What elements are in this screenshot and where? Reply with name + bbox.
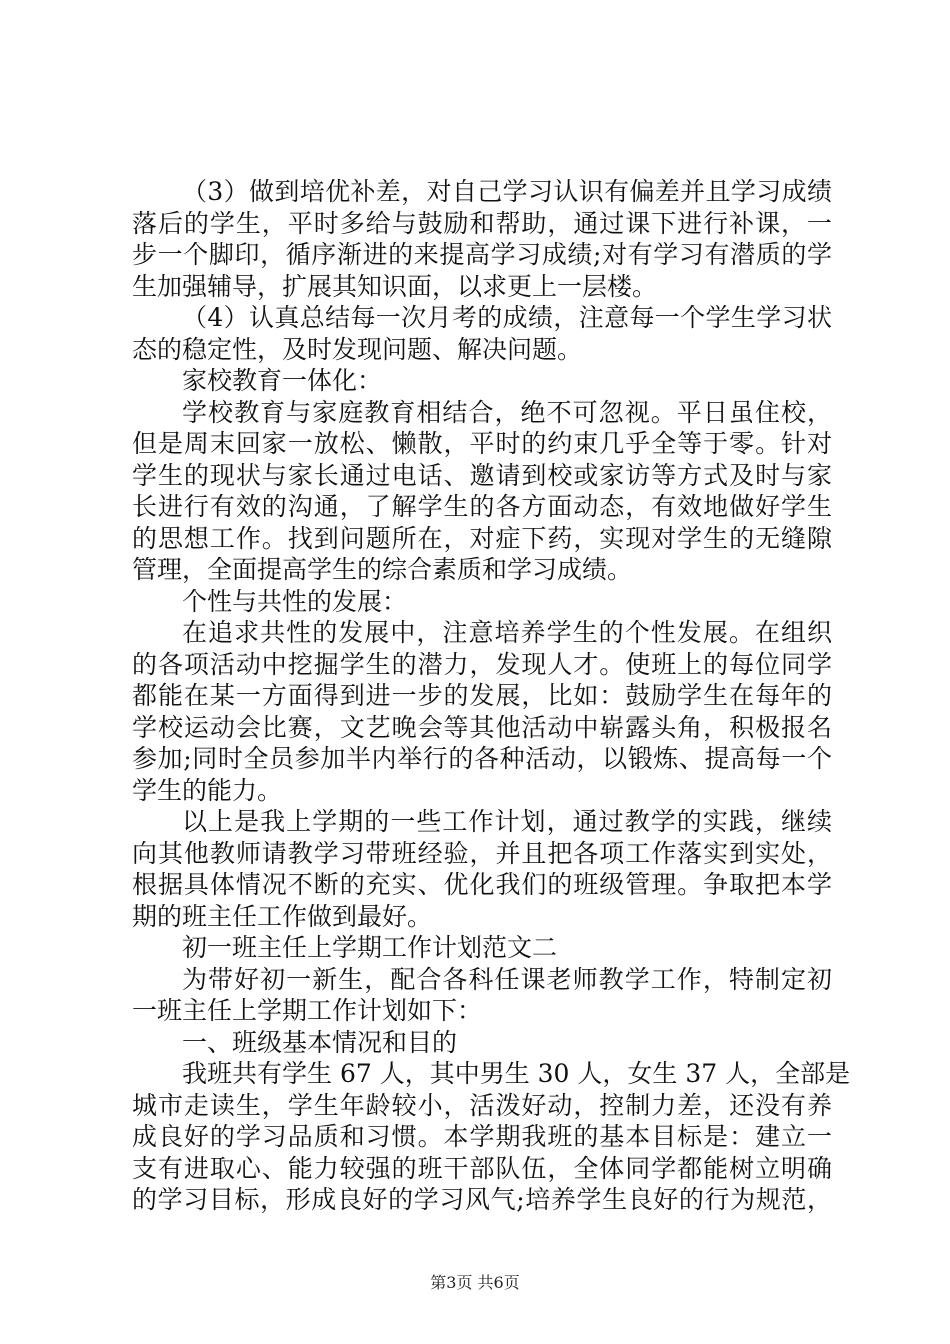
paragraph-line: 落后的学生，平时多给与鼓励和帮助，通过课下进行补课，一 xyxy=(132,208,832,238)
paragraph-line: 学校运动会比赛，文艺晚会等其他活动中崭露头角，积极报名 xyxy=(132,712,832,742)
paragraph-line: 在追求共性的发展中，注意培养学生的个性发展。在组织 xyxy=(182,618,832,647)
paragraph-line: 管理，全面提高学生的综合素质和学习成绩。 xyxy=(132,555,633,584)
paragraph-line: 步一个脚印，循序渐进的来提高学习成绩;对有学习有潜质的学 xyxy=(132,240,832,269)
paragraph-line: 期的班主任工作做到最好。 xyxy=(132,901,433,931)
paragraph-line: （4）认真总结每一次月考的成绩，注意每一个学生学习状 xyxy=(182,303,832,332)
paragraph-line: 一班主任上学期工作计划如下： xyxy=(132,996,483,1025)
paragraph-line: 向其他教师请教学习带班经验，并且把各项工作落实到实处， xyxy=(132,838,832,868)
paragraph-line: 但是周末回家一放松、懒散，平时的约束几乎全等于零。针对 xyxy=(132,429,832,458)
section-heading: 初一班主任上学期工作计划范文二 xyxy=(182,933,558,962)
paragraph-line: 以上是我上学期的一些工作计划，通过教学的实践，继续 xyxy=(182,807,832,836)
paragraph-line: 学生的能力。 xyxy=(132,775,283,805)
paragraph-line: 的学习目标，形成良好的学习风气;培养学生良好的行为规范， xyxy=(132,1185,832,1214)
paragraph-line: 的各项活动中挖掘学生的潜力，发现人才。使班上的每位同学 xyxy=(132,649,832,679)
section-heading: 一、班级基本情况和目的 xyxy=(182,1027,458,1057)
paragraph-line: 成良好的学习品质和习惯。本学期我班的基本目标是：建立一 xyxy=(132,1122,832,1151)
paragraph-line: （3）做到培优补差，对自己学习认识有偏差并且学习成绩 xyxy=(182,177,832,206)
paragraph-line: 城市走读生，学生年龄较小，活泼好动，控制力差，还没有养 xyxy=(132,1090,832,1120)
section-heading: 家校教育一体化： xyxy=(182,366,383,395)
paragraph-line: 态的稳定性，及时发现问题、解决问题。 xyxy=(132,334,583,364)
document-body xyxy=(132,176,851,1216)
paragraph-line: 生加强辅导，扩展其知识面，以求更上一层楼。 xyxy=(132,271,658,301)
paragraph-line: 支有进取心、能力较强的班干部队伍，全体同学都能树立明确 xyxy=(132,1153,832,1183)
paragraph-line: 为带好初一新生，配合各科任课老师教学工作，特制定初 xyxy=(182,964,832,994)
page-number: 第3页 共6页 xyxy=(430,1273,520,1292)
paragraph-line: 学生的现状与家长通过电话、邀请到校或家访等方式及时与家 xyxy=(132,460,832,490)
paragraph-line: 长进行有效的沟通，了解学生的各方面动态，有效地做好学生 xyxy=(132,492,832,521)
paragraph-line: 都能在某一方面得到进一步的发展，比如：鼓励学生在每年的 xyxy=(132,681,832,710)
paragraph-line: 根据具体情况不断的充实、优化我们的班级管理。争取把本学 xyxy=(132,870,832,899)
paragraph-line: 学校教育与家庭教育相结合，绝不可忽视。平日虽住校， xyxy=(182,397,832,427)
paragraph-line: 参加;同时全员参加半内举行的各种活动，以锻炼、提高每一个 xyxy=(132,744,832,773)
paragraph-line: 的思想工作。找到问题所在，对症下药，实现对学生的无缝隙 xyxy=(132,523,832,553)
section-heading: 个性与共性的发展： xyxy=(182,586,408,616)
paragraph-line: 我班共有学生 67 人，其中男生 30 人，女生 37 人，全部是 xyxy=(182,1059,851,1088)
